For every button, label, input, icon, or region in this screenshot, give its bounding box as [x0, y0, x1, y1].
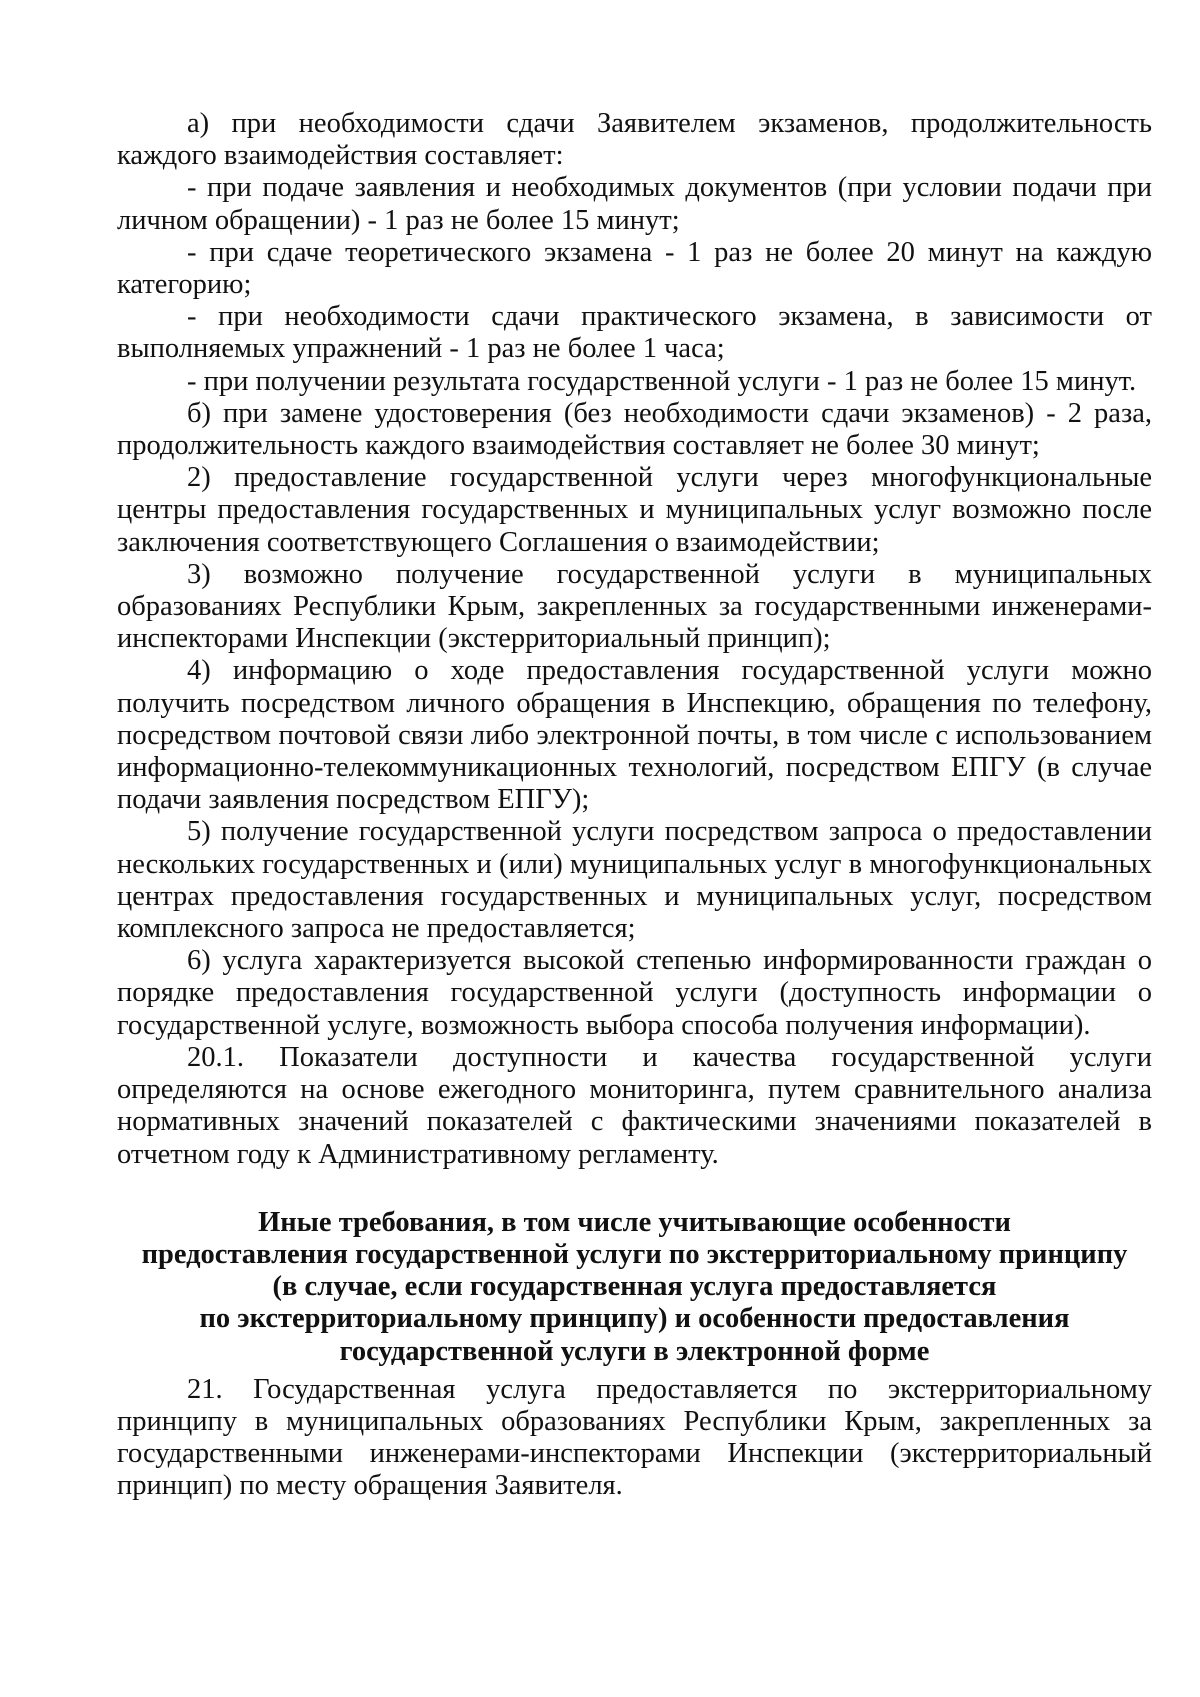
- paragraph-b-license-replacement: б) при замене удостоверения (без необходимости сдачи экзаменов) - 2 раза, продолжительность каждого взаимодействия составляет не более 30 минут;: [117, 397, 1152, 462]
- paragraph-practical-exam: - при необходимости сдачи практического экзамена, в зависимости от выполняемых упражнений - 1 раз не более 1 часа;: [117, 301, 1152, 365]
- paragraph-5-complex-request: 5) получение государственной услуги посредством запроса о предоставлении нескольких государственных и (или) муниципальных услуг в многофункциональных центрах предоставления государственных и муниципальных услуг, посредством комплексного запроса не предоставляется;: [117, 816, 1152, 945]
- section-heading-line: по экстерриториальному принципу) и особенности предоставления: [199, 1303, 1070, 1335]
- section-heading-line: государственной услуги в электронной форме: [339, 1335, 930, 1367]
- section-heading-line: предоставления государственной услуги по экстерриториальному принципу: [141, 1238, 1128, 1270]
- section-heading-line: (в случае, если государственная услуга предоставляется: [272, 1271, 997, 1303]
- paragraph-6-informedness: 6) услуга характеризуется высокой степенью информированности граждан о порядке предоставления государственной услуги (доступность информации о государственной услуге, возможность выбора способа получения информации).: [117, 945, 1152, 1041]
- section-heading-line: Иные требования, в том числе учитывающие особенности: [258, 1206, 1011, 1238]
- paragraph-21-extraterritorial-service: 21. Государственная услуга предоставляется по экстерриториальному принципу в муниципальных образованиях Республики Крым, закрепленных за государственными инженерами-инспекторами Инспекции (экстерриториальный принцип) по месту обращения Заявителя.: [117, 1373, 1152, 1502]
- document-page: [117, 108, 1152, 1503]
- paragraph-20-1-indicators: 20.1. Показатели доступности и качества государственной услуги определяются на основе ежегодного мониторинга, путем сравнительного анализа нормативных значений показателей с фактическими значениями показателей в отчетном году к Административному регламенту.: [117, 1041, 1152, 1170]
- paragraph-4-progress-info: 4) информацию о ходе предоставления государственной услуги можно получить посредством личного обращения в Инспекцию, обращения по телефону, посредством почтовой связи либо электронной почты, в том числе с использованием информационно-телекоммуникационных технологий, посредством ЕПГУ (в случае подачи заявления посредством ЕПГУ);: [117, 655, 1152, 816]
- section-heading: [117, 1207, 1152, 1368]
- paragraph-application-submission: - при подаче заявления и необходимых документов (при условии подачи при личном обращении) - 1 раз не более 15 минут;: [117, 172, 1152, 236]
- paragraph-3-extraterritorial: 3) возможно получение государственной услуги в муниципальных образованиях Республики Крым, закрепленных за государственными инженерами-инспекторами Инспекции (экстерриториальный принцип);: [117, 558, 1152, 655]
- paragraph-theory-exam: - при сдаче теоретического экзамена - 1 раз не более 20 минут на каждую категорию;: [117, 236, 1152, 301]
- paragraph-result-receipt: - при получении результата государственной услуги - 1 раз не более 15 минут.: [187, 365, 1137, 397]
- paragraph-2-mfc: 2) предоставление государственной услуги через многофункциональные центры предоставления государственных и муниципальных услуг возможно после заключения соответствующего Соглашения о взаимодействии;: [117, 462, 1152, 558]
- paragraph-a-exams: а) при необходимости сдачи Заявителем экзаменов, продолжительность каждого взаимодействия составляет:: [117, 108, 1152, 172]
